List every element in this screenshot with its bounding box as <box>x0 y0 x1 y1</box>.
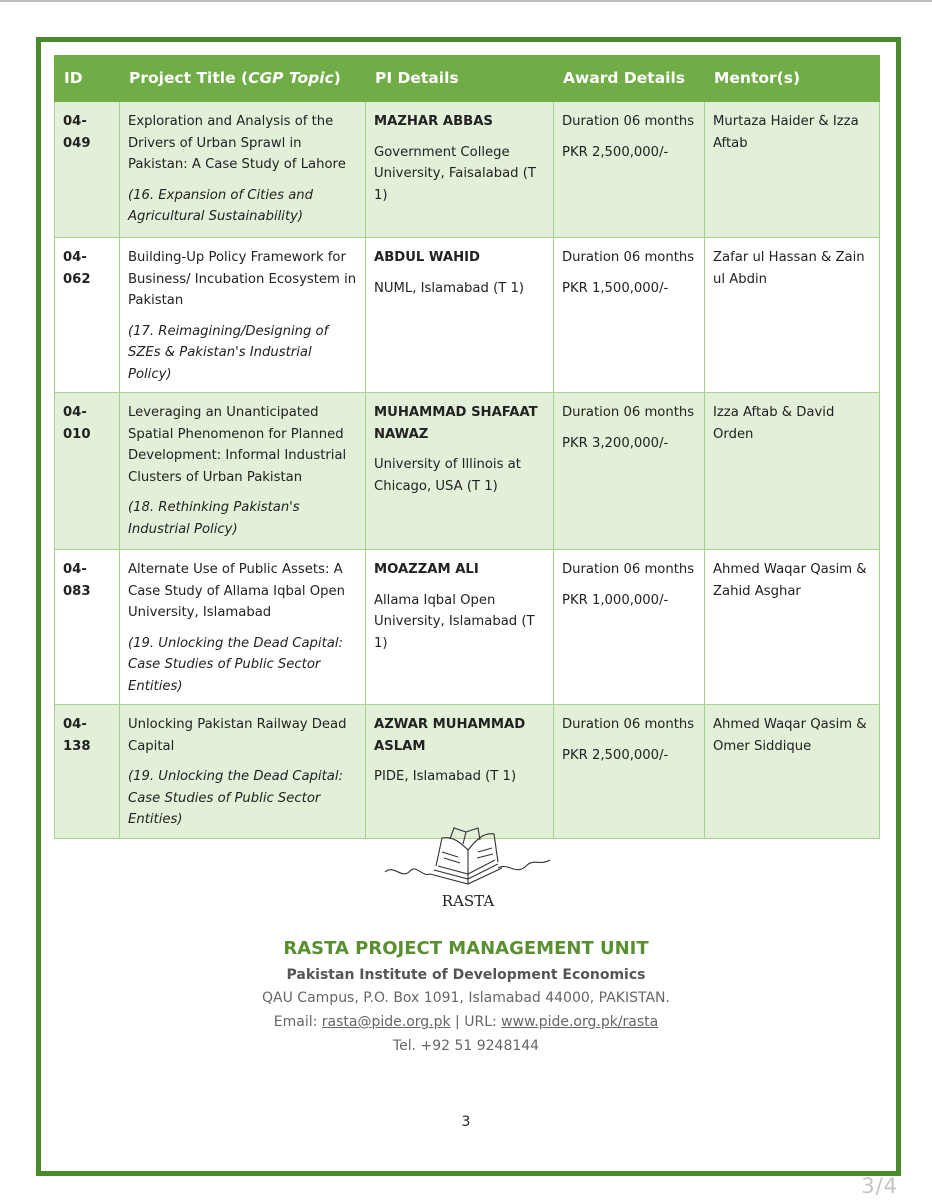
mentors: Murtaza Haider & Izza Aftab <box>705 102 880 238</box>
postal-address: QAU Campus, P.O. Box 1091, Islamabad 44000, PAKISTAN. <box>262 990 670 1006</box>
logo-text: RASTA <box>441 892 495 910</box>
telephone: Tel. +92 51 9248144 <box>392 1038 540 1054</box>
pi-details-cell <box>366 550 554 705</box>
project-title-cell <box>120 102 366 238</box>
rasta-logo <box>380 822 555 917</box>
table-header-row <box>55 56 880 102</box>
project-title: Unlocking Pakistan Railway Dead Capital <box>128 717 347 754</box>
table-row <box>55 705 880 839</box>
table-row <box>55 550 880 705</box>
award-duration: Duration 06 months <box>562 114 695 129</box>
award-details-cell <box>554 705 705 839</box>
cgp-topic: (18. Rethinking Pakistan's Industrial Policy) <box>128 500 300 537</box>
unit-title: RASTA PROJECT MANAGEMENT UNIT <box>283 938 649 959</box>
mentors: Zafar ul Hassan & Zain ul Abdin <box>705 238 880 393</box>
award-details-cell <box>554 102 705 238</box>
mentors: Izza Aftab & David Orden <box>705 393 880 550</box>
cgp-topic: (19. Unlocking the Dead Capital: Case Studies of Public Sector Entities) <box>128 769 343 827</box>
email-label: Email: <box>273 1014 322 1030</box>
pi-details-cell <box>366 238 554 393</box>
viewer-page-indicator: 3/4 <box>861 1174 898 1198</box>
pi-details-cell <box>366 393 554 550</box>
pi-name: ABDUL WAHID <box>374 250 480 265</box>
mentors: Ahmed Waqar Qasim & Zahid Asghar <box>705 550 880 705</box>
pi-affiliation: PIDE, Islamabad (T 1) <box>374 769 517 784</box>
pi-name: MUHAMMAD SHAFAAT NAWAZ <box>374 405 538 442</box>
project-id: 04-138 <box>55 705 120 839</box>
project-title: Alternate Use of Public Assets: A Case Study of Allama Iqbal Open University, Islamabad <box>128 562 345 620</box>
award-duration: Duration 06 months <box>562 562 695 577</box>
project-id: 04-010 <box>55 393 120 550</box>
pi-affiliation: University of Illinois at Chicago, USA (T 1) <box>374 457 521 494</box>
award-amount: PKR 3,200,000/- <box>562 435 669 451</box>
cgp-topic: (17. Reimagining/Designing of SZEs & Pakistan's Industrial Policy) <box>128 323 329 382</box>
cgp-topic: (16. Expansion of Cities and Agricultural Sustainability) <box>128 187 314 224</box>
project-title-cell <box>120 550 366 705</box>
header-award-details: Award Details <box>554 56 705 102</box>
project-title: Exploration and Analysis of the Drivers of Urban Sprawl in Pakistan: A Case Study of Lahore <box>128 114 346 172</box>
project-id: 04-062 <box>55 238 120 393</box>
awards-table <box>54 55 880 839</box>
award-amount: PKR 2,500,000/- <box>562 144 669 160</box>
website-link[interactable]: www.pide.org.pk/rasta <box>501 1014 659 1030</box>
header-mentors: Mentor(s) <box>705 56 880 102</box>
header-id: ID <box>55 56 120 102</box>
header-project-title: Project Title (CGP Topic) <box>120 56 366 102</box>
institute-name: Pakistan Institute of Development Economics <box>286 967 646 983</box>
pi-name: MAZHAR ABBAS <box>374 114 493 129</box>
pi-details-cell <box>366 705 554 839</box>
pi-affiliation: Government College University, Faisalabad (T 1) <box>374 144 536 203</box>
award-details-cell <box>554 550 705 705</box>
award-amount: PKR 2,500,000/- <box>562 747 669 763</box>
project-title-cell <box>120 393 366 550</box>
page-number: 3 <box>461 1114 471 1130</box>
cgp-topic: (19. Unlocking the Dead Capital: Case Studies of Public Sector Entities) <box>128 635 343 694</box>
url-separator: | URL: <box>450 1014 502 1030</box>
pi-details-cell <box>366 102 554 238</box>
project-title: Leveraging an Unanticipated Spatial Phenomenon for Planned Development: Informal Industrial Clusters of Urban Pakistan <box>128 405 347 485</box>
project-id: 04-083 <box>55 550 120 705</box>
award-amount: PKR 1,500,000/- <box>562 280 669 296</box>
project-title-cell <box>120 238 366 393</box>
pi-name: MOAZZAM ALI <box>374 562 479 577</box>
header-pi-details: PI Details <box>366 56 554 102</box>
top-divider <box>0 0 932 2</box>
table-row <box>55 238 880 393</box>
award-amount: PKR 1,000,000/- <box>562 592 669 608</box>
table-row <box>55 102 880 238</box>
pi-affiliation: Allama Iqbal Open University, Islamabad (T 1) <box>374 592 535 651</box>
award-duration: Duration 06 months <box>562 405 695 420</box>
award-details-cell <box>554 393 705 550</box>
pi-affiliation: NUML, Islamabad (T 1) <box>374 280 525 296</box>
pi-name: AZWAR MUHAMMAD ASLAM <box>374 717 526 754</box>
mentors: Ahmed Waqar Qasim & Omer Siddique <box>705 705 880 839</box>
project-title: Building-Up Policy Framework for Business/ Incubation Ecosystem in Pakistan <box>128 250 357 308</box>
project-id: 04-049 <box>55 102 120 238</box>
award-duration: Duration 06 months <box>562 250 695 265</box>
contact-line <box>0 1014 932 1030</box>
award-duration: Duration 06 months <box>562 717 695 732</box>
project-title-cell <box>120 705 366 839</box>
award-details-cell <box>554 238 705 393</box>
email-link[interactable]: rasta@pide.org.pk <box>321 1014 451 1030</box>
table-row <box>55 393 880 550</box>
